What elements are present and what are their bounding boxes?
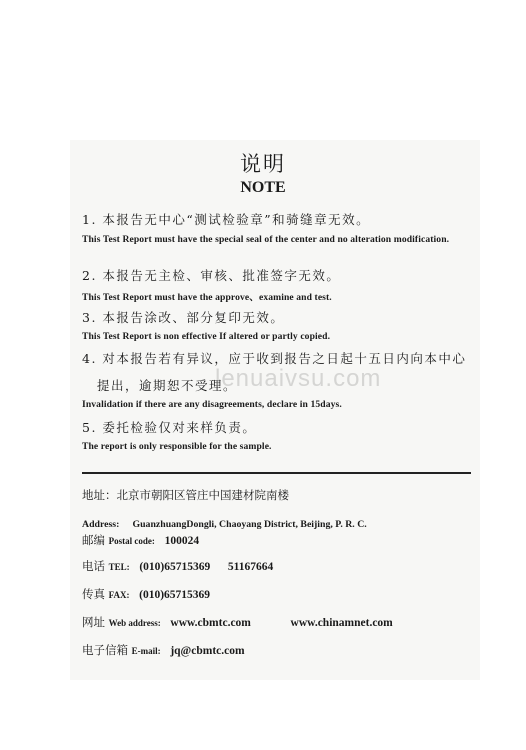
watermark: lenuaivsu.com (215, 365, 382, 392)
note-2-cn: 2. 本报告无主检、审核、批准签字无效。 (82, 268, 341, 283)
address-cn-row (82, 487, 289, 503)
fax-row (82, 586, 210, 602)
postal-row (82, 532, 199, 548)
tel-value-2: 51167664 (227, 561, 274, 573)
address-cn-value: 北京市朝阳区管庄中国建材院南楼 (116, 488, 289, 502)
address-en-value: GuanzhuangDongli, Chaoyang District, Beijing, P. R. C. (132, 519, 367, 530)
note-4-cn: 4. 对本报告若有异议，应于收到报告之日起十五日内向本中心 (82, 351, 467, 366)
divider (82, 472, 471, 474)
web-cn-label: 网址 (82, 615, 105, 629)
email-row (82, 642, 245, 658)
tel-row (82, 558, 273, 574)
web-value-1[interactable]: www.cbmtc.com (170, 617, 251, 629)
address-en-row (82, 512, 367, 531)
web-row (82, 614, 393, 630)
note-1-cn: 1. 本报告无中心“测试检验章”和骑缝章无效。 (82, 212, 371, 227)
note-1-en: This Test Report must have the special seal of the center and no alteration modification. (82, 234, 450, 245)
web-en-label: Web address: (108, 618, 161, 628)
address-en-label: Address: (82, 519, 120, 530)
email-en-label: E-mail: (131, 646, 161, 656)
tel-value-1: (010)65715369 (139, 561, 211, 573)
note-4-en: Invalidation if there are any disagreements, declare in 15days. (82, 399, 342, 410)
note-5-en: The report is only responsible for the sample. (82, 441, 272, 452)
tel-cn-label: 电话 (82, 559, 105, 573)
address-cn-label: 地址： (82, 488, 117, 502)
postal-en-label: Postal code: (108, 536, 155, 546)
note-3-cn: 3. 本报告涂改、部分复印无效。 (82, 310, 285, 325)
note-5-cn: 5. 委托检验仅对来样负责。 (82, 420, 257, 435)
fax-cn-label: 传真 (82, 587, 105, 601)
title-english: NOTE (240, 179, 286, 196)
web-value-2[interactable]: www.chinamnet.com (290, 617, 393, 629)
postal-value: 100024 (164, 535, 200, 547)
tel-en-label: TEL: (108, 562, 130, 572)
email-cn-label: 电子信箱 (82, 643, 128, 657)
note-2-en: This Test Report must have the approve、examine and test. (82, 292, 332, 303)
note-3-en: This Test Report is non effective If altered or partly copied. (82, 331, 331, 342)
note-4-cn-cont: 提出，逾期恕不受理。 (97, 378, 238, 393)
postal-cn-label: 邮编 (82, 533, 105, 547)
title-chinese: 说明 (240, 152, 286, 176)
fax-en-label: FAX: (108, 590, 130, 600)
fax-value: (010)65715369 (139, 589, 211, 601)
email-value[interactable]: jq@cbmtc.com (170, 645, 245, 657)
